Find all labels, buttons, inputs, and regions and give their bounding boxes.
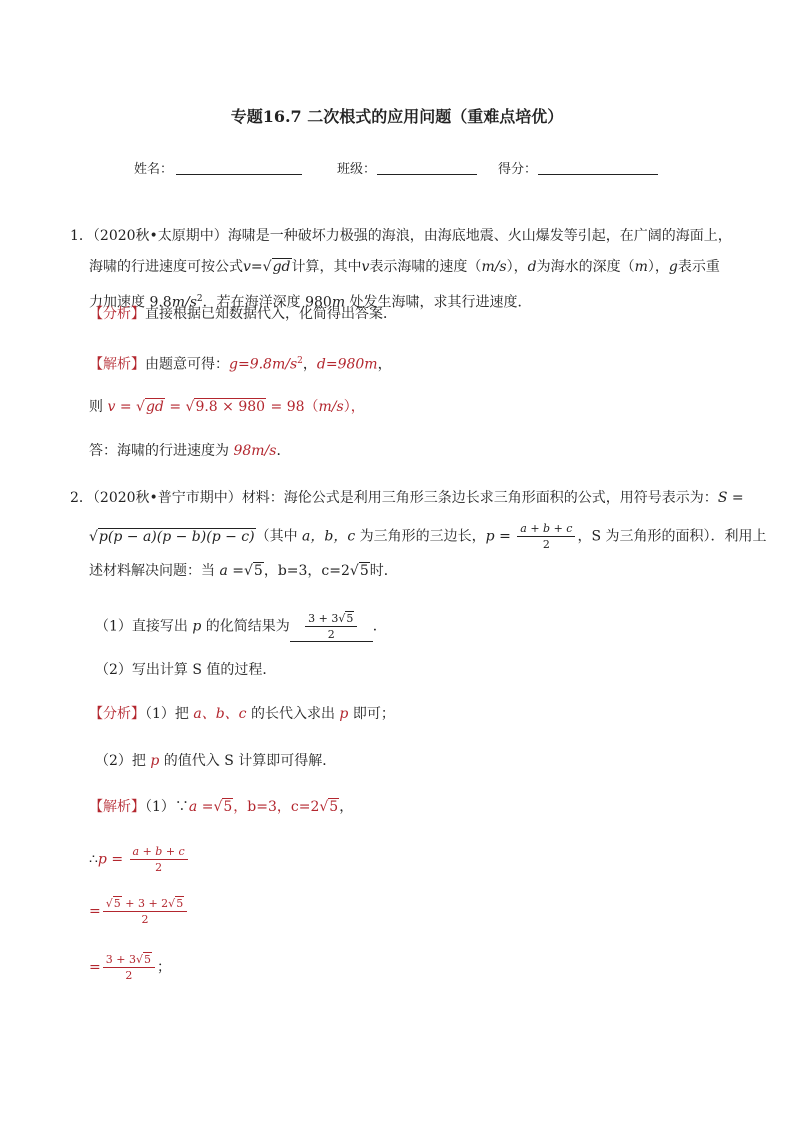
q1-text-3c: 处发生海啸，求其行进速度．	[345, 294, 532, 311]
q2-analysis-tag: 【分析】	[89, 706, 145, 722]
q1-calc: 则 v = √gd = √9.8 × 980 = 98（m/s），	[89, 399, 365, 415]
q1-unit-ms2: m/s	[171, 294, 197, 311]
q1-sup-2: 2	[196, 294, 203, 304]
q1-text-2c: 表示海啸的速度（	[369, 259, 482, 275]
q2-analysis-1c: 的长代入求出	[246, 706, 340, 722]
q1-text-2f: ），	[647, 259, 669, 275]
q1-calc-eq: =	[115, 399, 137, 415]
q2-step1-p: p	[97, 851, 107, 868]
q1-calc-v: v	[107, 399, 116, 415]
q2-text-3a: 述材料解决问题：当	[89, 563, 220, 579]
q2-text-2c: ，S 为三角形的面积）．利用上	[577, 528, 767, 545]
q2-step3-num-a: 3 + 3	[105, 953, 136, 966]
q2-sub1-answer-den: 2	[327, 628, 335, 641]
q1-eq: =	[250, 259, 263, 275]
q2-text-2a: （其中	[255, 528, 303, 545]
q1-unit-m: m	[634, 259, 648, 275]
q1-var-v: v	[243, 259, 251, 275]
q2-solution-sqrt5-c-rad: 5	[329, 799, 339, 815]
q2-solution-1	[89, 797, 353, 817]
q2-sqrt5-c-rad: 5	[359, 563, 369, 579]
q2-p-frac-den: 2	[542, 538, 550, 551]
q2-bc-eq: ，b=3，c=2	[263, 563, 350, 579]
q1-text-3a: 力加速度 9.8	[89, 294, 172, 311]
name-label: 姓名：	[134, 162, 174, 177]
q2-source: （2020秋•普宁市期中）	[92, 490, 242, 506]
q1-var-d: d	[527, 259, 537, 275]
q2-step2-rad-1: 5	[113, 897, 121, 910]
score-field-line	[538, 174, 658, 175]
q2-analysis-2	[95, 751, 336, 771]
q1-var-g: g	[668, 259, 678, 275]
q2-text-2b: 为三角形的三边长，	[355, 528, 486, 545]
q2-analysis-1d: 即可；	[348, 706, 395, 722]
q1-unit-ms: m/s	[481, 259, 507, 275]
page-title: 专题16.7 二次根式的应用问题（重难点培优）	[230, 107, 564, 126]
q2-sub1-answer-num: 3 + 3√5	[305, 612, 357, 627]
q2-sub1-answer-fraction	[305, 612, 357, 641]
q2-analysis-1a: （1）把	[145, 706, 194, 722]
q2-step1-num: a + b + c	[130, 845, 188, 860]
q2-solution-sqrt5-c: √5	[319, 799, 339, 815]
q2-analysis-2a: （2）把	[95, 753, 151, 769]
q1-answer-text: 答：海啸的行进速度为	[89, 443, 234, 459]
q2-step2-den: 2	[141, 913, 149, 926]
q1-end-comma: ，	[377, 356, 392, 373]
q2-sqrt5-a: √5	[243, 563, 263, 579]
q2-analysis-2-p: p	[150, 753, 160, 769]
q2-sqrt5-c: √5	[349, 563, 369, 579]
class-field-line	[377, 174, 477, 175]
q2-sub1-ans-rad: 5	[346, 612, 354, 625]
q1-formula-sqrt: √gd	[262, 259, 291, 275]
q2-solution-sqrt5-a: √5	[213, 799, 233, 815]
q1-solution-tag: 【解析】	[89, 356, 145, 373]
q2-a-eq: a =	[219, 563, 244, 579]
q1-answer-value: 98m/s	[233, 443, 277, 459]
q2-heron-sqrt: √p(p − a)(p − b)(p − c)	[89, 528, 255, 545]
q2-analysis-p: p	[339, 706, 349, 722]
q2-solution-sqrt5-a-rad: 5	[223, 799, 233, 815]
q1-source: （2020秋•太原期中）	[92, 228, 228, 244]
q2-analysis-1	[89, 704, 395, 724]
q2-step-1: ∴p = $\frac{a + b + c}{2}$	[89, 845, 190, 874]
q2-s-eq: S =	[717, 490, 744, 506]
q1-var-v-2: v	[361, 259, 370, 275]
q2-sub1-p: p	[192, 618, 202, 635]
q2-line-2: √p(p − a)(p − b)(p − c)（其中 a，b，c 为三角形的三边长，p = $\frac{a + b + c}{2}$ ，S 为三角形的面积）．利用上	[89, 522, 767, 551]
q2-sub1-ans-num-a: 3 + 3	[308, 612, 339, 625]
name-field-line	[176, 174, 302, 175]
q2-step1-fraction	[130, 845, 188, 874]
q2-step2-fraction	[103, 897, 187, 926]
q1-text-2a: 海啸的行进速度可按公式	[89, 259, 243, 275]
q2-line-1	[70, 488, 744, 508]
q1-text-2d: ），	[506, 259, 528, 275]
q2-step2-num: √5 + 3 + 2√5	[103, 897, 187, 912]
q2-p-frac-num: a + b + c	[517, 522, 575, 537]
q2-abc: a，b，c	[302, 528, 356, 545]
q2-heron-radicand: p(p − a)(p − b)(p − c)	[98, 528, 255, 545]
q2-sub1-text-a: （1）直接写出	[95, 618, 193, 635]
q2-solution-since: （1）∵	[145, 799, 189, 815]
q2-line-3	[89, 561, 398, 581]
q2-step-2: = $\frac{√5 + 3 + 2√5}{2}$	[89, 897, 189, 926]
q1-calc-unit: m/s	[318, 399, 344, 415]
q1-line-2	[89, 257, 720, 277]
q1-g-sup: 2	[297, 356, 303, 366]
q1-solution	[89, 351, 392, 375]
q2-sub2-text: （2）写出计算 S 值的过程．	[95, 662, 277, 678]
q1-g-value: g=9.8m/s	[229, 356, 298, 373]
q1-analysis	[89, 304, 397, 324]
q2-number: 2．	[70, 490, 93, 506]
q2-sqrt5-a-rad: 5	[253, 563, 263, 579]
q1-text-3b: ．若在海洋深度 980	[202, 294, 332, 311]
q1-text-2b: 计算，其中	[291, 259, 362, 275]
q1-ze: 则	[89, 399, 108, 415]
q1-answer	[89, 441, 290, 461]
q1-calc-sqrt-gd: √gd	[136, 399, 164, 415]
q2-sub1-answer-blank	[290, 612, 373, 642]
q2-therefore: ∴	[89, 851, 98, 868]
q1-calc-radicand: 9.8 × 980	[195, 399, 266, 415]
q2-analysis-2b: 的值代入 S 计算即可得解．	[159, 753, 337, 769]
q1-text-1: 海啸是一种破坏力极强的海浪，由海底地震、火山爆发等引起，在广阔的海面上，	[227, 228, 732, 244]
q2-text-3-end: 时．	[369, 563, 398, 579]
q2-step3-fraction	[103, 953, 155, 982]
q2-sub1-text-b: 的化简结果为	[201, 618, 290, 635]
q1-answer-end: ．	[276, 443, 291, 459]
q1-line-1	[70, 226, 732, 246]
q1-formula-radicand: gd	[272, 259, 291, 275]
q1-solution-text: 由题意可得：	[145, 356, 229, 373]
q2-step2-num-mid: + 3 + 2	[125, 897, 169, 910]
q2-step1-den: 2	[155, 861, 163, 874]
q2-solution-end: ，	[339, 799, 354, 815]
q2-analysis-abc: a、b、c	[193, 706, 247, 722]
class-label: 班级：	[337, 162, 377, 177]
q1-calc-result: = 98（	[266, 399, 319, 415]
q1-calc-close: ），	[343, 399, 365, 415]
q2-var-p: p	[485, 528, 495, 545]
q1-text-2e: 为海水的深度（	[536, 259, 635, 275]
q2-step3-den: 2	[125, 969, 133, 982]
q1-analysis-text: 直接根据已知数据代入，化简得出答案．	[145, 306, 397, 322]
q2-solution-bc: ，b=3，c=2	[233, 799, 320, 815]
q1-sep: ，	[302, 356, 317, 373]
q2-step3-num: 3 + 3√5	[103, 953, 155, 968]
q1-number: 1．	[70, 228, 93, 244]
q2-solution-tag: 【解析】	[89, 799, 145, 815]
q1-calc-sqrt-num: √9.8 × 980	[185, 399, 266, 415]
score-label: 得分：	[498, 162, 538, 177]
q2-sub1	[95, 612, 387, 642]
q1-d-value: d=980m	[316, 356, 378, 373]
q2-step3-end: ；	[156, 959, 171, 976]
q1-calc-radicand-gd: gd	[145, 399, 164, 415]
q2-sub2	[95, 660, 276, 680]
q1-unit-m-2: m	[331, 294, 346, 311]
q1-text-2g: 表示重	[677, 259, 720, 275]
q2-sub1-end: ．	[372, 618, 387, 635]
q2-text-1: 材料：海伦公式是利用三角形三条边长求三角形面积的公式，用符号表示为：	[241, 490, 718, 506]
q2-step-3: = $\frac{3 + 3√5}{2}$ ；	[89, 953, 171, 982]
q2-p-fraction	[517, 522, 575, 551]
q2-solution-a: a =	[188, 799, 214, 815]
q2-step3-rad: 5	[143, 953, 151, 966]
q2-step2-rad-2: 5	[176, 897, 184, 910]
q1-analysis-tag: 【分析】	[89, 306, 145, 322]
